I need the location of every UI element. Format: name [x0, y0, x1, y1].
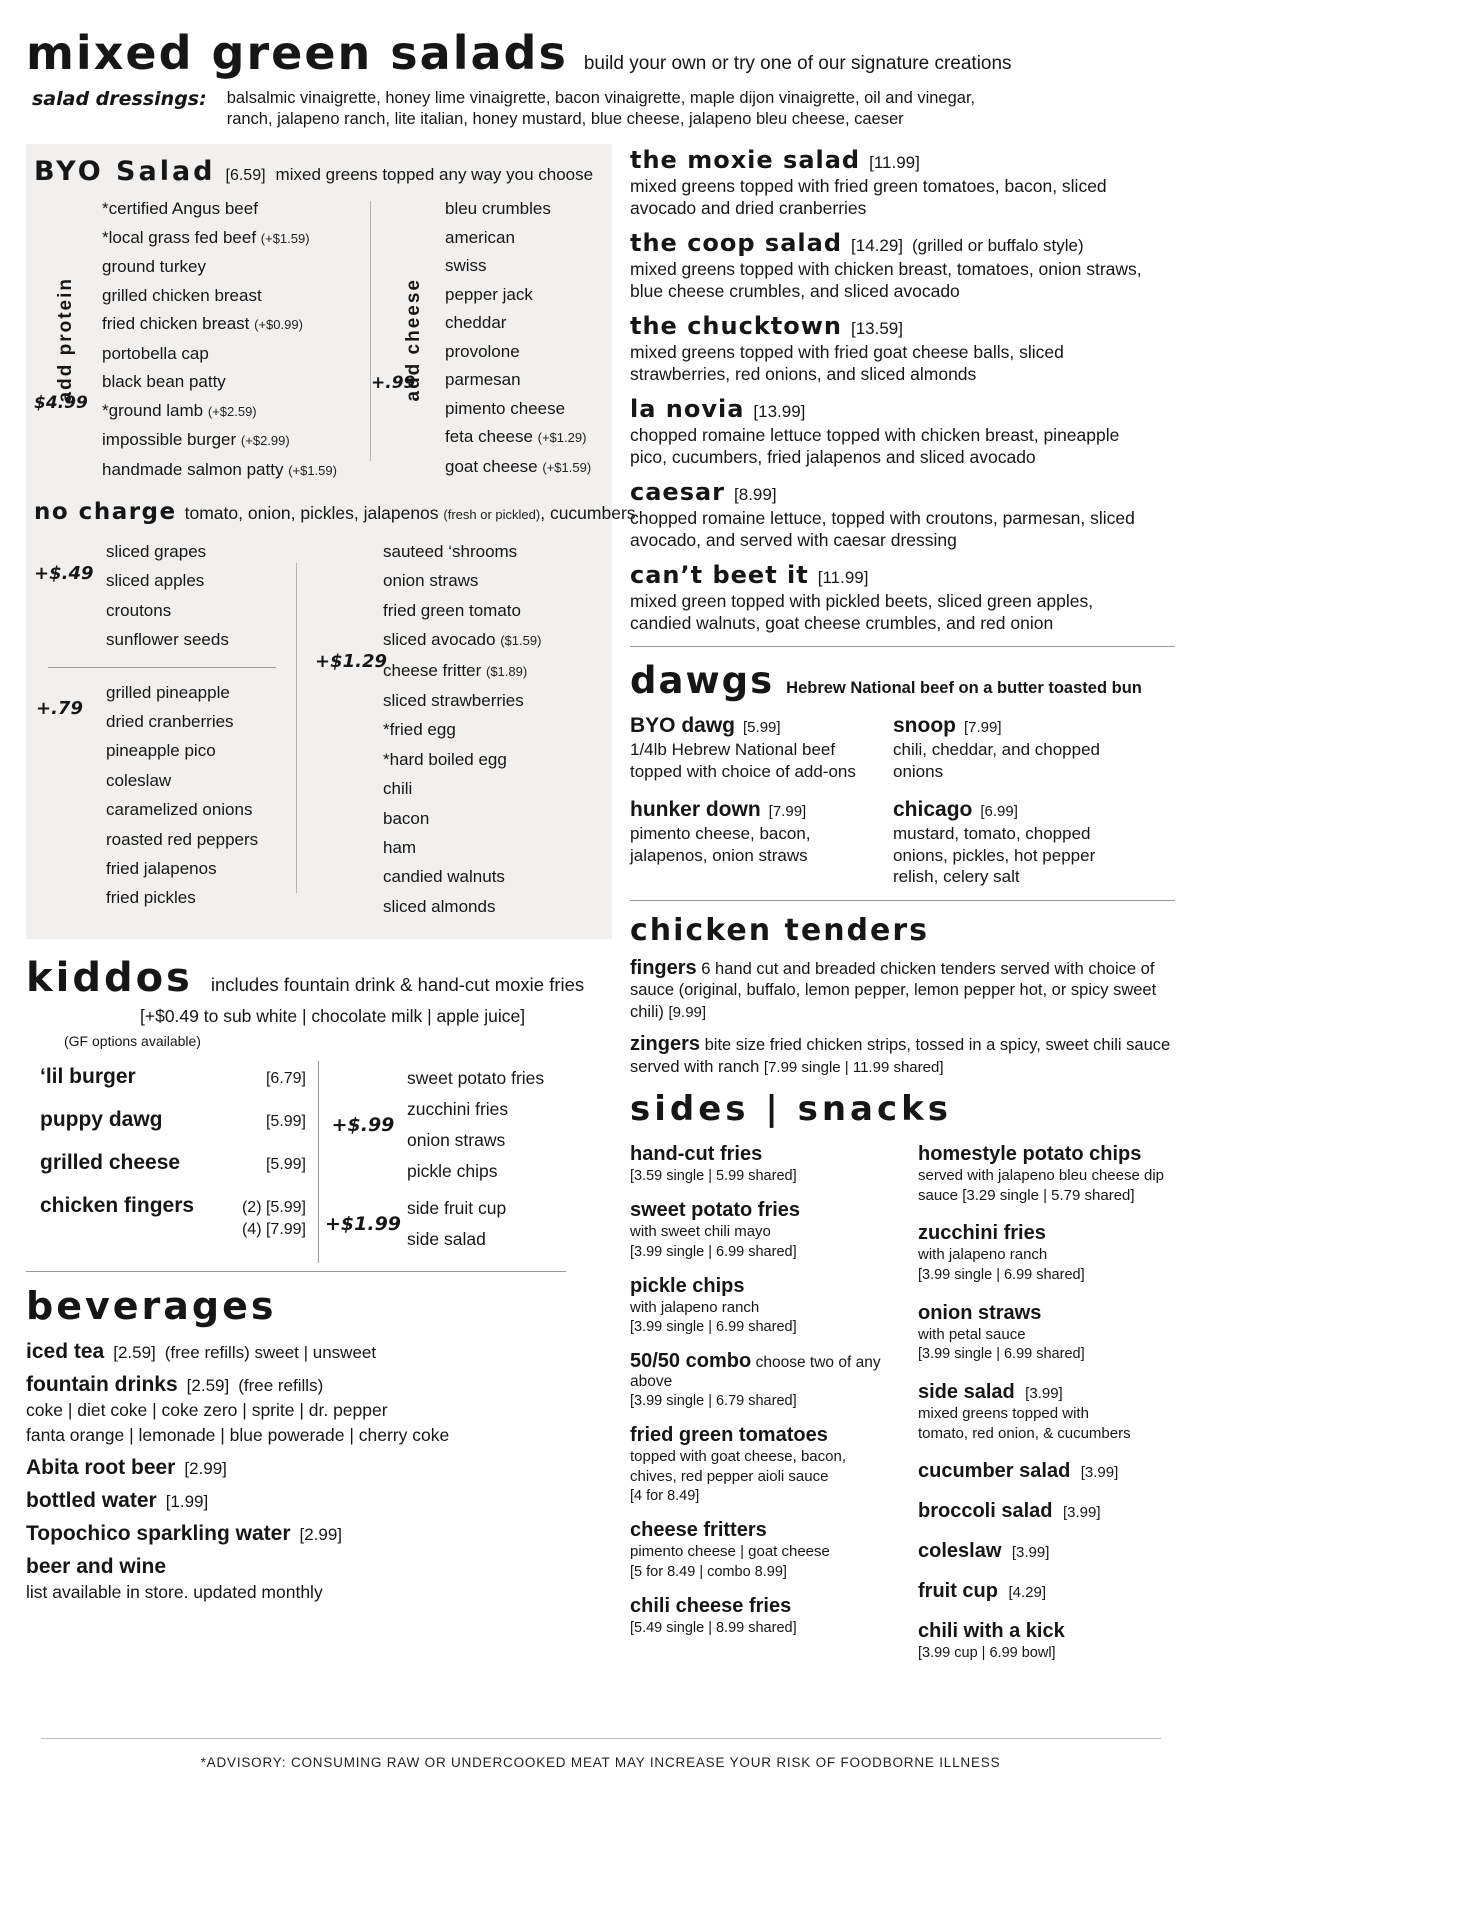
beverages-title: beverages: [26, 1284, 277, 1329]
sides-snacks-section: [630, 1089, 1175, 1680]
salad-name: la novia: [630, 395, 745, 423]
tier-129-list: [383, 537, 541, 921]
byo-desc: mixed greens topped any way you choose: [275, 165, 594, 184]
addon-item: sunflower seeds: [106, 630, 229, 650]
divider: [41, 1738, 1161, 1739]
left-column: [26, 144, 636, 1613]
dressings-line-2: ranch, jalapeno ranch, lite italian, honey mustard, blue cheese, jalapeno bleu cheese, caeser: [226, 110, 904, 128]
beverage-name: beer and wine: [26, 1555, 167, 1579]
dawg-price: [7.99]: [768, 803, 807, 820]
addon-item: cheese fritter ($1.89): [383, 660, 528, 680]
protein-item: *local grass fed beef (+$1.59): [102, 227, 310, 247]
addon-item: onion straws: [383, 571, 479, 591]
add-cheese-group: [371, 195, 592, 485]
side-item: [918, 1620, 1190, 1663]
side-price: [3.99 cup | 6.99 bowl]: [918, 1645, 1056, 1661]
side-price: [3.59 single | 5.99 shared]: [630, 1168, 797, 1184]
addons-left-column: [30, 537, 296, 921]
cheese-item: cheddar: [445, 313, 507, 332]
side-name: pickle chips: [630, 1274, 745, 1297]
protein-item: fried chicken breast (+$0.99): [102, 314, 303, 333]
footer: [26, 1738, 1175, 1770]
addon-item: caramelized onions: [106, 800, 253, 820]
signature-salad: [630, 395, 1175, 468]
addon-item: grilled pineapple: [106, 682, 230, 702]
addon-item: fried green tomato: [383, 600, 521, 620]
side-item: [630, 1519, 902, 1582]
cheese-item: bleu crumbles: [445, 199, 551, 218]
dawg-price: [7.99]: [964, 719, 1002, 736]
side-price: [3.99]: [1011, 1544, 1050, 1561]
side-name: chili with a kick: [918, 1620, 1065, 1642]
side-price: [5 for 8.49 | combo 8.99]: [630, 1563, 787, 1580]
side-item: [918, 1222, 1190, 1285]
beverage-item: [26, 1522, 612, 1546]
page-subtitle: build your own or try one of our signature creations: [583, 53, 1012, 74]
dawgs-list: [630, 714, 1175, 888]
addon-item: sliced apples: [106, 571, 205, 591]
side-item: [630, 1199, 902, 1262]
side-item: [918, 1302, 1190, 1365]
addon-item: coleslaw: [106, 770, 172, 790]
signature-salad: [630, 312, 1175, 385]
beverage-name: bottled water: [26, 1489, 157, 1513]
kiddos-sub-note: [+$0.49 to sub white | chocolate milk | apple juice]: [140, 1006, 526, 1027]
beverage-note: (free refills): [238, 1376, 324, 1396]
dawg-description: chili, cheddar, and chopped onions: [893, 740, 1100, 781]
add-cheese-price: +.99: [371, 373, 416, 393]
addon-item: chili: [383, 779, 413, 799]
kids-menu-item: [40, 1194, 306, 1239]
protein-item: grilled chicken breast: [102, 285, 262, 305]
kids-item-name: chicken fingers: [40, 1194, 195, 1218]
byo-salad-section: [26, 144, 636, 939]
addon-item: sliced avocado ($1.59): [383, 630, 542, 650]
salad-price: [8.99]: [734, 485, 777, 504]
kids-item-prices: [5.99]: [265, 1113, 306, 1131]
dawgs-subtitle: Hebrew National beef on a butter toasted bun: [786, 679, 1142, 697]
cheese-item: american: [445, 227, 515, 247]
side-description: with sweet chili mayo: [630, 1223, 771, 1240]
kids-menu-item: [40, 1065, 306, 1089]
side-price: [3.99]: [1080, 1464, 1119, 1481]
kiddos-tier-99-price: +$.99: [331, 1114, 395, 1137]
side-name: 50/50 combo: [630, 1350, 752, 1372]
side-name: sweet potato fries: [630, 1199, 801, 1221]
tender-price: [9.99]: [668, 1003, 707, 1021]
dawgs-title: dawgs: [630, 659, 775, 702]
add-cheese-label: add cheese: [403, 278, 424, 402]
tier-49: [30, 537, 296, 655]
kiddos-upsell-item: sweet potato fries: [407, 1068, 545, 1089]
kids-item-name: grilled cheese: [40, 1151, 181, 1175]
tier-79-price: +.79: [36, 697, 83, 719]
cheese-item: goat cheese (+$1.59): [445, 456, 592, 476]
addon-item: pineapple pico: [106, 741, 216, 761]
side-item: [630, 1275, 902, 1338]
protein-item: *certified Angus beef: [102, 199, 258, 218]
beverage-item: [26, 1340, 612, 1364]
tender-name: fingers: [630, 956, 697, 979]
tender-price: [7.99 single | 11.99 shared]: [763, 1058, 944, 1076]
side-description: with jalapeno ranch: [630, 1298, 760, 1316]
beverage-price: [2.99]: [299, 1525, 343, 1545]
side-name: broccoli salad: [918, 1500, 1053, 1522]
dawg-description: mustard, tomato, chopped onions, pickles, hot pepper relish, celery salt: [893, 824, 1096, 886]
no-charge-items: tomato, onion, pickles, jalapenos: [184, 503, 439, 523]
kids-menu-item: [40, 1151, 306, 1175]
sides-right-column: [918, 1143, 1190, 1680]
side-name: onion straws: [918, 1301, 1042, 1324]
addon-item: dried cranberries: [106, 712, 234, 732]
cheese-item: feta cheese (+$1.29): [445, 427, 587, 446]
kiddos-section: [26, 955, 612, 1272]
addon-item: fried pickles: [106, 888, 196, 908]
tier-129: [297, 537, 604, 921]
side-item: [918, 1460, 1190, 1483]
tender-item-fingers: [630, 958, 1175, 1024]
divider: [26, 1271, 566, 1272]
tender-description: bite size fried chicken strips, tossed in a spicy, sweet chili sauce served with ranch: [630, 1036, 1171, 1076]
signature-salad: [630, 478, 1175, 551]
kiddos-tier-99: [319, 1063, 612, 1187]
side-price: [3.99 single | 6.99 shared]: [630, 1243, 797, 1260]
salad-price: [11.99]: [817, 568, 869, 587]
cheese-list: [445, 195, 591, 485]
beverages-list: [26, 1340, 612, 1604]
beverages-section: [26, 1284, 612, 1604]
kiddos-tier-199-price: +$1.99: [324, 1213, 402, 1236]
dawg-item: [893, 798, 1175, 888]
kids-item-prices: (2) [5.99] (4) [7.99]: [241, 1199, 306, 1239]
side-description: topped with goat cheese, bacon,: [630, 1448, 846, 1465]
kiddos-upsell-column: [318, 1061, 612, 1263]
protein-item: impossible burger (+$2.99): [102, 430, 290, 449]
salad-name: the moxie salad: [630, 146, 861, 174]
dawgs-section: [630, 659, 1175, 888]
beverage-price: [2.59]: [186, 1376, 230, 1396]
chicken-tenders-section: [630, 913, 1175, 1079]
salad-description: chopped romaine lettuce topped with chicken breast, pineapple pico, cucumbers, fried jalapenos and sliced avocado: [630, 425, 1120, 467]
kiddos-title: kiddos: [26, 955, 193, 1002]
tier-49-list: [106, 537, 229, 655]
no-charge-label: no charge: [34, 499, 177, 525]
cheese-item: pepper jack: [445, 284, 533, 304]
kiddos-subtitle: includes fountain drink & hand-cut moxie fries: [210, 974, 585, 996]
divider: [630, 900, 1175, 901]
kiddos-upsell-item: onion straws: [407, 1130, 506, 1151]
addon-item: bacon: [383, 808, 430, 828]
divider: [630, 646, 1175, 647]
signature-salad: [630, 229, 1175, 302]
chicken-tenders-title: chicken tenders: [630, 912, 930, 948]
kids-item-prices: [5.99]: [265, 1156, 306, 1174]
dawg-item: [630, 798, 893, 888]
salad-description: mixed greens topped with fried green tomatoes, bacon, sliced avocado and dried cranberries: [630, 176, 1107, 218]
kiddos-upsell-item: side fruit cup: [407, 1198, 507, 1219]
cheese-item: provolone: [445, 341, 520, 361]
addon-item: croutons: [106, 600, 172, 620]
protein-list: [102, 195, 337, 485]
signature-salad: [630, 561, 1175, 634]
dawg-name: BYO dawg: [630, 714, 736, 737]
dawg-name: chicago: [893, 798, 973, 821]
dawg-price: [6.99]: [980, 803, 1018, 820]
no-charge-row: [34, 499, 636, 525]
beverage-item: [26, 1489, 612, 1513]
beverage-detail: coke | diet coke | coke zero | sprite | dr. pepper: [26, 1400, 388, 1421]
side-item: [630, 1143, 902, 1186]
kiddos-gf-note: (GF options available): [64, 1033, 201, 1050]
beverage-name: fountain drinks: [26, 1373, 178, 1397]
side-description: with petal sauce: [918, 1325, 1026, 1343]
side-item: [630, 1424, 902, 1506]
side-name: fruit cup: [918, 1580, 998, 1602]
signature-salad: [630, 146, 1175, 219]
advisory-text: *ADVISORY: CONSUMING RAW OR UNDERCOOKED MEAT MAY INCREASE YOUR RISK OF FOODBORNE ILLNESS: [200, 1755, 1001, 1770]
side-description: chives, red pepper aioli sauce: [630, 1467, 829, 1485]
salad-name: can’t beet it: [630, 561, 809, 589]
side-price: [3.99 single | 6.99 shared]: [630, 1319, 797, 1335]
side-price: [4.29]: [1008, 1584, 1046, 1601]
salad-name: the chucktown: [630, 312, 842, 340]
addon-item: sliced almonds: [383, 896, 496, 916]
protein-item: ground turkey: [102, 257, 206, 276]
side-name: hand-cut fries: [630, 1143, 763, 1165]
byo-price: [6.59]: [225, 167, 266, 184]
kids-item-prices: [6.79]: [265, 1070, 306, 1088]
cheese-item: swiss: [445, 256, 487, 275]
salad-description: chopped romaine lettuce, topped with croutons, parmesan, sliced avocado, and served with caesar dressing: [630, 508, 1135, 550]
header: [26, 26, 1484, 130]
addon-item: *hard boiled egg: [383, 749, 507, 769]
dawg-price: [5.99]: [743, 719, 781, 736]
dawg-description: pimento cheese, bacon, jalapenos, onion straws: [630, 824, 811, 865]
divider: [48, 667, 276, 668]
salad-price: [13.59]: [851, 319, 903, 338]
addon-item: sliced strawberries: [383, 691, 524, 711]
protein-item: portobella cap: [102, 343, 209, 363]
side-name: fried green tomatoes: [630, 1424, 828, 1446]
tier-79-list: [106, 678, 258, 913]
dawg-item: [893, 714, 1175, 782]
side-name: coleslaw: [918, 1540, 1002, 1562]
kiddos-tier-99-list: [407, 1063, 544, 1187]
side-item: [630, 1595, 902, 1638]
addon-item: sliced grapes: [106, 542, 207, 561]
protein-item: *ground lamb (+$2.59): [102, 400, 257, 420]
side-item: [918, 1540, 1190, 1563]
beverage-note: (free refills) sweet | unsweet: [164, 1343, 377, 1363]
tender-description: 6 hand cut and breaded chicken tenders served with choice of sauce (original, buffalo, lemon pepper, lemon pepper hot, or spicy sweet chili): [630, 959, 1157, 1021]
side-description: tomato, red onion, & cucumbers: [918, 1424, 1131, 1442]
side-item: [918, 1381, 1190, 1443]
addon-item: ham: [383, 838, 417, 858]
add-protein-group: [30, 195, 370, 485]
salad-price: [11.99]: [869, 153, 920, 172]
dawg-name: snoop: [893, 714, 956, 737]
addon-item: sauteed ‘shrooms: [383, 542, 518, 561]
right-column: [630, 144, 1175, 1680]
cheese-item: pimento cheese: [445, 398, 566, 418]
kiddos-upsell-item: pickle chips: [407, 1161, 498, 1182]
tier-49-price: +$.49: [34, 563, 94, 584]
dawg-item: [630, 714, 893, 782]
kiddos-items-list: [26, 1061, 318, 1263]
add-protein-price: $4.99: [34, 393, 88, 413]
side-name: side salad: [918, 1381, 1015, 1403]
addon-item: fried jalapenos: [106, 859, 217, 879]
side-name: homestyle potato chips: [918, 1143, 1142, 1165]
side-item: [918, 1500, 1190, 1523]
beverage-item: [26, 1373, 612, 1447]
beverage-item: [26, 1456, 612, 1480]
dawg-description: 1/4lb Hebrew National beef topped with choice of add-ons: [630, 740, 856, 781]
side-note: choose two of any above: [630, 1354, 881, 1390]
beverage-detail: fanta orange | lemonade | blue powerade | cherry coke: [26, 1425, 450, 1446]
kiddos-tier-199-list: [407, 1193, 506, 1255]
salad-description: mixed greens topped with fried goat cheese balls, sliced strawberries, red onions, and sliced almonds: [630, 342, 1064, 384]
side-price: [3.99]: [1025, 1385, 1063, 1402]
salad-note: (grilled or buffalo style): [912, 236, 1084, 255]
tender-item-zingers: [630, 1034, 1175, 1078]
sides-left-column: [630, 1143, 902, 1680]
salad-name: the coop salad: [630, 229, 843, 257]
beverage-name: iced tea: [26, 1340, 105, 1364]
tier-129-price: +$1.29: [315, 651, 388, 672]
beverage-detail: list available in store. updated monthly: [26, 1582, 323, 1603]
side-name: chili cheese fries: [630, 1594, 792, 1617]
side-description: sauce [3.29 single | 5.79 shared]: [918, 1186, 1135, 1204]
protein-item: handmade salmon patty (+$1.59): [102, 459, 337, 479]
beverage-item: [26, 1555, 612, 1604]
side-price: [4 for 8.49]: [630, 1488, 700, 1504]
tier-79: [30, 678, 296, 913]
protein-item: black bean patty: [102, 372, 226, 391]
side-description: served with jalapeno bleu cheese dip: [918, 1167, 1164, 1184]
salad-dressings: [32, 88, 1484, 130]
no-charge-note: (fresh or pickled): [443, 507, 541, 522]
addon-item: roasted red peppers: [106, 829, 259, 849]
divider: [370, 201, 371, 461]
dawg-name: hunker down: [630, 798, 761, 821]
sides-snacks-title: sides | snacks: [630, 1089, 953, 1129]
side-name: zucchini fries: [918, 1222, 1046, 1244]
kiddos-upsell-item: side salad: [407, 1229, 486, 1250]
byo-title: BYO Salad: [34, 156, 216, 187]
side-item: [630, 1350, 902, 1411]
kids-menu-item: [40, 1108, 306, 1132]
kiddos-upsell-item: zucchini fries: [407, 1099, 509, 1120]
no-charge-items-2: , cucumbers: [540, 503, 636, 523]
beverage-price: [2.59]: [113, 1343, 156, 1363]
salad-price: [13.99]: [753, 402, 806, 421]
side-price: [3.99 single | 6.99 shared]: [918, 1346, 1085, 1362]
addon-item: *fried egg: [383, 720, 456, 740]
signature-salads-section: [630, 144, 1175, 634]
page-title: mixed green salads: [26, 26, 568, 80]
addon-item: candied walnuts: [383, 867, 505, 887]
addons-right-column: [297, 537, 604, 921]
tender-name: zingers: [630, 1033, 701, 1055]
side-item: [918, 1580, 1190, 1603]
side-name: cheese fritters: [630, 1519, 767, 1541]
side-item: [918, 1143, 1190, 1205]
kiddos-tier-199: [319, 1193, 612, 1255]
side-description: with jalapeno ranch: [918, 1246, 1048, 1263]
dressings-line-1: balsalmic vinaigrette, honey lime vinaigrette, bacon vinaigrette, maple dijon vinaigrette, oil and vinegar,: [226, 89, 976, 107]
kids-item-name: ‘lil burger: [40, 1065, 136, 1089]
beverage-name: Topochico sparkling water: [26, 1522, 291, 1546]
beverage-price: [2.99]: [184, 1459, 227, 1479]
side-price: [3.99]: [1062, 1504, 1101, 1521]
side-description: pimento cheese | goat cheese: [630, 1543, 830, 1560]
add-protein-label: add protein: [55, 277, 76, 403]
side-price: [3.99 single | 6.79 shared]: [630, 1393, 797, 1409]
side-name: cucumber salad: [918, 1460, 1071, 1482]
salad-description: mixed greens topped with chicken breast, tomatoes, onion straws, blue cheese crumbles, and sliced avocado: [630, 259, 1142, 301]
beverage-name: Abita root beer: [26, 1456, 176, 1480]
kids-item-name: puppy dawg: [40, 1108, 163, 1132]
beverage-price: [1.99]: [165, 1492, 209, 1512]
side-description: mixed greens topped with: [918, 1405, 1089, 1422]
salad-name: caesar: [630, 478, 726, 506]
cheese-item: parmesan: [445, 370, 521, 389]
no-charge-text: [185, 503, 636, 524]
dressings-label: salad dressings:: [32, 88, 207, 110]
side-price: [5.49 single | 8.99 shared]: [630, 1619, 797, 1636]
salad-description: mixed green topped with pickled beets, sliced green apples, candied walnuts, goat cheese crumbles, and red onion: [630, 591, 1094, 633]
salad-price: [14.29]: [851, 236, 904, 255]
side-price: [3.99 single | 6.99 shared]: [918, 1266, 1085, 1283]
